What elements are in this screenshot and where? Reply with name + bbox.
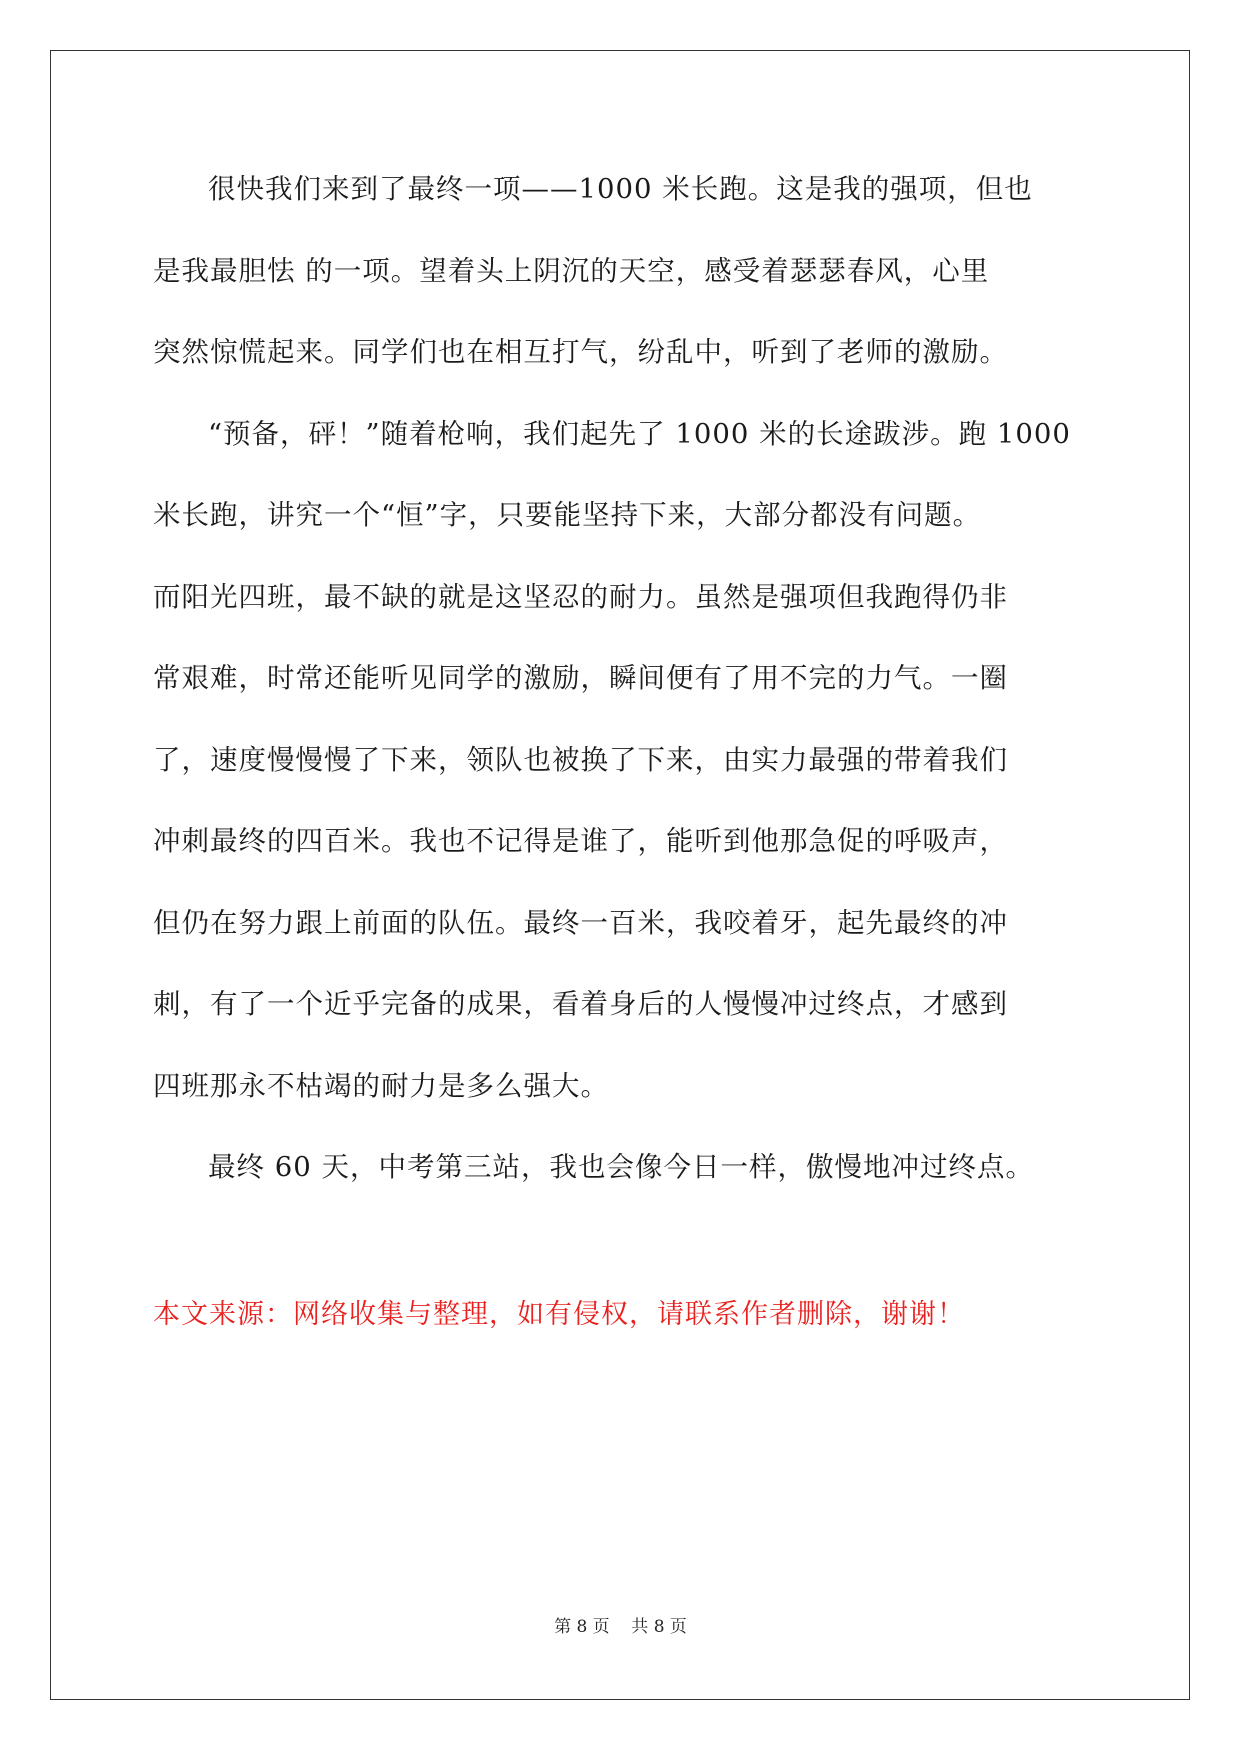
paragraph-2 [153,394,1090,1128]
text-line: 是我最胆怯 的一项。望着头上阴沉的天空，感受着瑟瑟春风，心里 [153,254,990,287]
paragraph-1 [153,149,1090,394]
text-line: 常艰难，时常还能听见同学的激励，瞬间便有了用不完的力气。一圈 [153,662,1008,694]
text-line: 很快我们来到了最终一项——1000 米长跑。这是我的强项，但也 [208,173,1033,205]
text-line: 最终 60 天，中考第三站，我也会像今日一样，傲慢地冲过终点。 [208,1151,1034,1183]
text-line: 而阳光四班，最不缺的就是这坚忍的耐力。虽然是强项但我跑得仍非 [153,580,1008,613]
text-line: 四班那永不枯竭的耐力是多么强大。 [153,1069,609,1102]
text-line: “预备，砰！”随着枪响，我们起先了 1000 米的长途跋涉。跑 1000 [208,417,1071,450]
text-line: 米长跑，讲究一个“恒”字，只要能坚持下来，大部分都没有问题。 [153,499,982,531]
page-number-footer: 第 8 页 共 8 页 [554,1617,687,1637]
text-line: 突然惊慌起来。同学们也在相互打气，纷乱中，听到了老师的激励。 [153,336,1008,368]
paragraph-3 [153,1127,1090,1209]
text-line: 了，速度慢慢慢了下来，领队也被换了下来，由实力最强的带着我们 [153,743,1008,776]
document-body [153,168,1090,1209]
text-line: 刺，有了一个近乎完备的成果，看着身后的人慢慢冲过终点，才感到 [153,988,1008,1020]
source-disclaimer: 本文来源：网络收集与整理，如有侵权，请联系作者删除，谢谢！ [153,1299,965,1330]
text-line: 但仍在努力跟上前面的队伍。最终一百米，我咬着牙，起先最终的冲 [153,906,1008,939]
text-line: 冲刺最终的四百米。我也不记得是谁了，能听到他那急促的呼吸声， [153,825,1008,857]
